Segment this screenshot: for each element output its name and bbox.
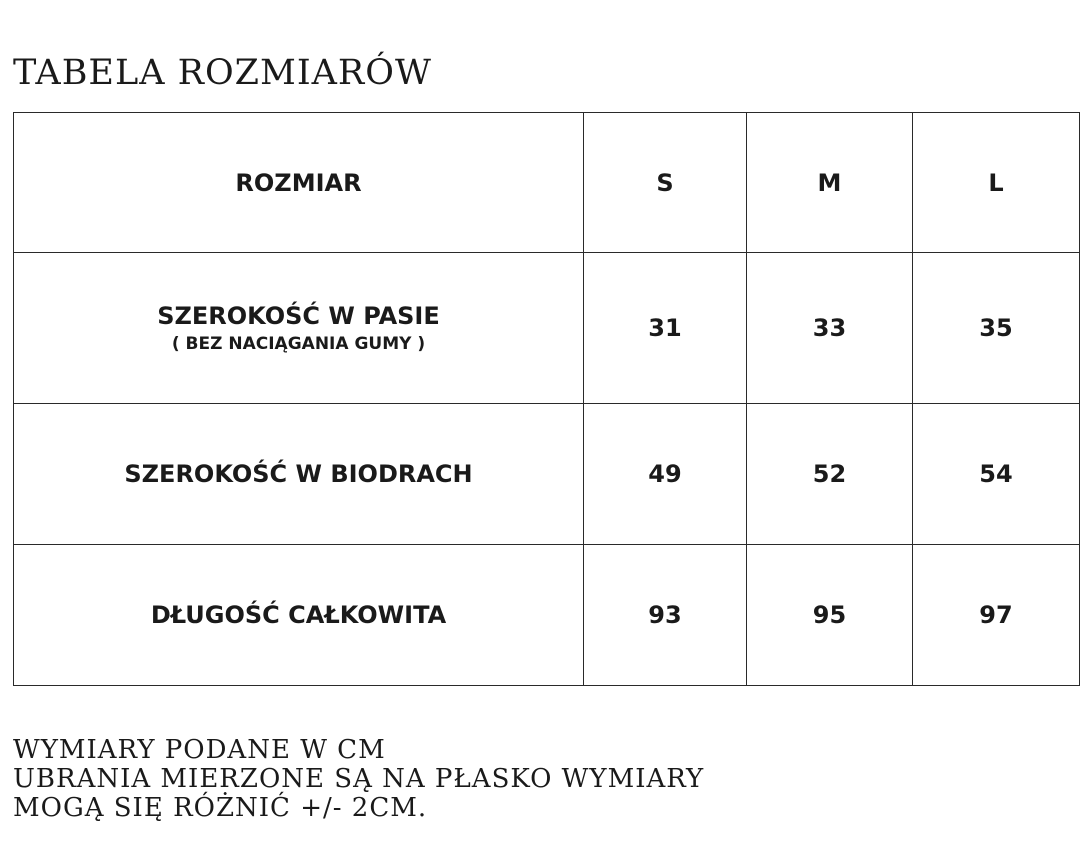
- header-cell-size-label: ROZMIAR: [14, 113, 584, 253]
- page-title: TABELA ROZMIARÓW: [13, 53, 432, 93]
- row-label: SZEROKOŚĆ W BIODRACH: [124, 460, 473, 488]
- value-cell-m: 95: [747, 545, 913, 686]
- header-cell-size-l: L: [913, 113, 1080, 253]
- size-table: [13, 112, 1080, 686]
- value-cell-l: 97: [913, 545, 1080, 686]
- value-cell-m: 52: [747, 404, 913, 545]
- value-cell-s: 31: [584, 253, 747, 404]
- value-cell-s: 93: [584, 545, 747, 686]
- header-cell-size-m: M: [747, 113, 913, 253]
- table-row-hips: [14, 404, 1080, 545]
- row-label: SZEROKOŚĆ W PASIE: [157, 302, 440, 330]
- note-line: MOGĄ SIĘ RÓŻNIĆ +/- 2CM.: [13, 793, 428, 823]
- row-label-cell: [14, 253, 584, 404]
- note-line: WYMIARY PODANE W CM: [13, 735, 386, 765]
- table-header-row: [14, 113, 1080, 253]
- row-label-cell: [14, 404, 584, 545]
- note-line: UBRANIA MIERZONE SĄ NA PŁASKO WYMIARY: [13, 764, 705, 794]
- row-sublabel: ( BEZ NACIĄGANIA GUMY ): [171, 334, 426, 354]
- value-cell-m: 33: [747, 253, 913, 404]
- value-cell-l: 35: [913, 253, 1080, 404]
- table-row-length: [14, 545, 1080, 686]
- table-row-waist: [14, 253, 1080, 404]
- value-cell-l: 54: [913, 404, 1080, 545]
- header-cell-size-s: S: [584, 113, 747, 253]
- row-label-cell: [14, 545, 584, 686]
- value-cell-s: 49: [584, 404, 747, 545]
- measurement-notes: [13, 736, 704, 823]
- row-label: DŁUGOŚĆ CAŁKOWITA: [150, 601, 447, 629]
